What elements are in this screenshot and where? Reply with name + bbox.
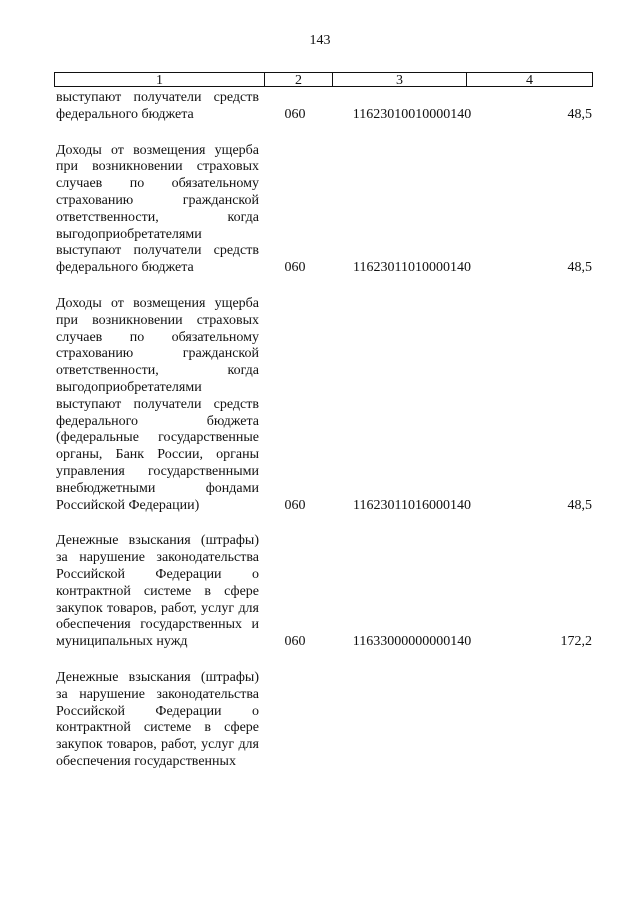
table-row — [56, 533, 592, 651]
table-row — [56, 670, 592, 771]
column-header-3: 3 — [333, 73, 467, 86]
row-description: Денежные взыскания (штрафы) за нарушение законодательства Российской Федерации о контрактной системе в сфере закупок товаров, работ, услуг для обеспечения государственных и муниципальных нужд — [56, 533, 259, 650]
row-amount: 48,5 — [567, 260, 592, 276]
column-header-4: 4 — [526, 73, 533, 88]
table-row — [56, 296, 592, 514]
row-admin-code: 060 — [284, 634, 306, 650]
table-row — [56, 143, 592, 277]
row-amount: 48,5 — [567, 106, 592, 122]
table-body — [56, 90, 592, 771]
row-amount: 172,2 — [560, 634, 592, 650]
row-budget-code: 11633000000000140 — [352, 634, 472, 650]
row-amount: 48,5 — [567, 497, 592, 513]
column-header-2: 2 — [265, 73, 333, 86]
page-number: 143 — [309, 33, 331, 48]
row-description: Денежные взыскания (штрафы) за нарушение законодательства Российской Федерации о контрактной системе в сфере закупок товаров, работ, услуг для обеспечения государственных — [56, 669, 259, 769]
row-budget-code: 11623011010000140 — [353, 260, 471, 276]
row-admin-code: 060 — [284, 106, 306, 122]
row-budget-code: 11623011016000140 — [353, 497, 471, 513]
table-row — [56, 90, 592, 124]
row-description: Доходы от возмещения ущерба при возникновении страховых случаев по обязательному страхованию гражданской ответственности, когда выгодоприобретателями выступают получатели средств федерального бюджета — [56, 142, 259, 276]
row-description: выступают получатели средств федерального бюджета — [56, 90, 259, 122]
row-budget-code: 11623010010000140 — [352, 106, 472, 122]
column-header-1: 1 — [55, 73, 265, 86]
row-admin-code: 060 — [284, 260, 306, 276]
table-header — [54, 72, 593, 87]
row-description: Доходы от возмещения ущерба при возникновении страховых случаев по обязательному страхованию гражданской ответственности, когда выгодоприобретателями выступают получатели средств федерального бюджета (федеральные государственные органы, Банк России, органы управления государственными внебюджетными фондами Российской Федерации) — [56, 295, 259, 513]
row-admin-code: 060 — [284, 497, 306, 513]
